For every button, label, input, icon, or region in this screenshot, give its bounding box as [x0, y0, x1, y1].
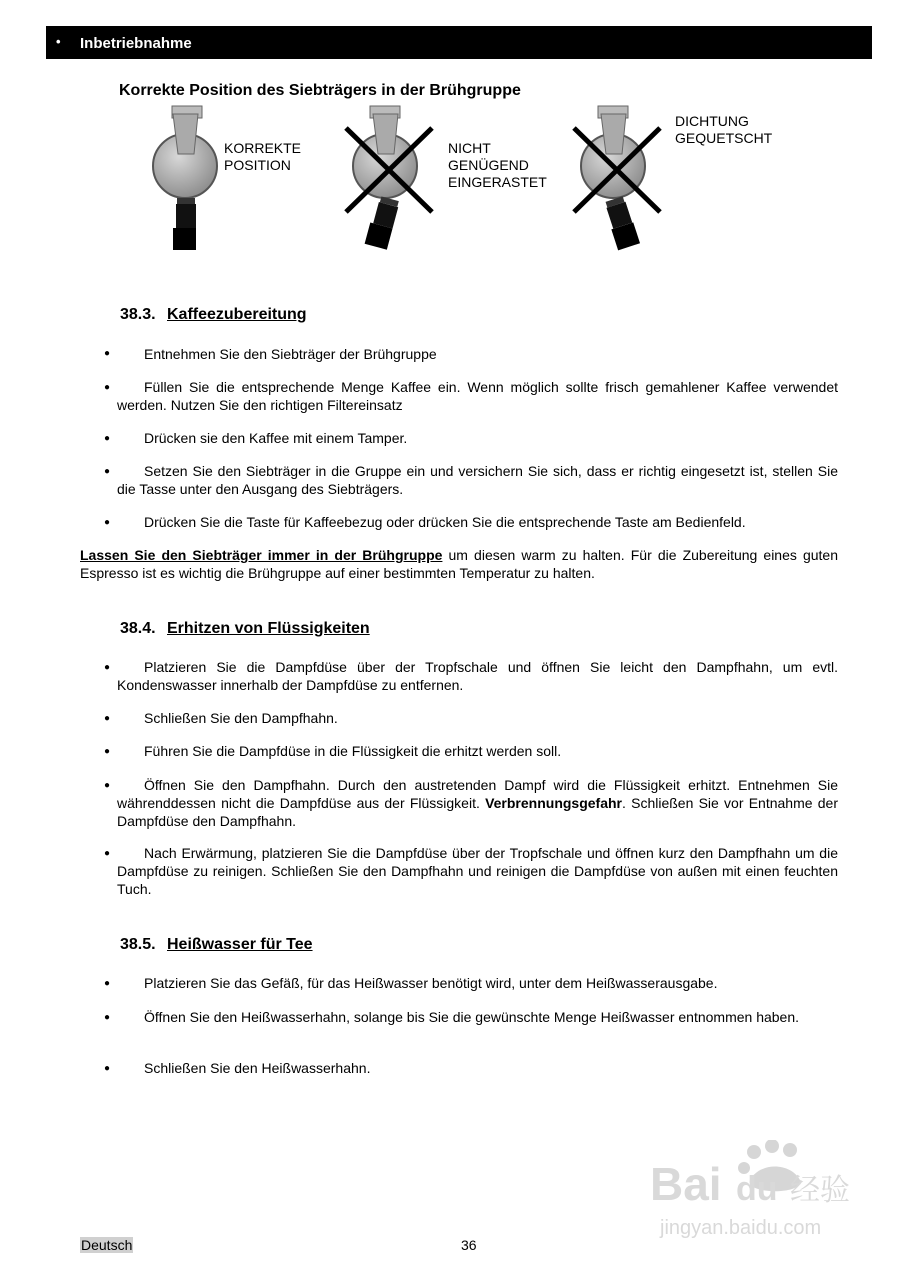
list-item: Führen Sie die Dampfdüse in die Flüssigkeit die erhitzt werden soll. — [144, 743, 562, 759]
section-heading-38-3 — [120, 306, 307, 324]
list-item: Öffnen Sie den Dampfhahn. Durch den austretenden Dampf wird die Flüssigkeit erhitzt. Entnehmen Sie währenddessen nicht die Dampfdüse aus der Flüssigkeit. Verbrennungsgefahr. Schließen Sie vor Entnahme der Dampfdüse den Dampfhahn. — [117, 777, 838, 829]
bullet-icon: ● — [104, 662, 111, 673]
list-item: Schließen Sie den Dampfhahn. — [144, 710, 338, 726]
section-number: 38.3. — [120, 306, 156, 323]
section-title: Heißwasser für Tee — [167, 936, 313, 953]
list-item: Füllen Sie die entsprechende Menge Kaffee ein. Wenn möglich sollte frisch gemahlener Kaffee verwendet werden. Nutzen Sie den richtigen Filtereinsatz — [117, 379, 838, 413]
bullet-icon: ● — [104, 517, 111, 528]
header-title: Inbetriebnahme — [80, 35, 192, 52]
label-not-engaged: NICHT GENÜGEND EINGERASTET — [448, 140, 547, 190]
label-correct-position: KORREKTE POSITION — [224, 140, 302, 173]
watermark-brand-du: du — [736, 1170, 778, 1208]
bullet-icon: ● — [104, 433, 111, 444]
label-seal-crushed: DICHTUNG GEQUETSCHT — [675, 113, 773, 146]
note-text: um diesen warm zu halten. Für die Zubereitung eines guten Espresso ist es wichtig die Brühgruppe auf einer bestimmten Temperatur zu halten. — [80, 547, 839, 581]
watermark-brand: Bai — [650, 1158, 722, 1210]
section-number: 38.5. — [120, 936, 156, 953]
list-item: Drücken Sie die Taste für Kaffeebezug oder drücken Sie die entsprechende Taste am Bedienfeld. — [144, 514, 746, 530]
figure-title: Korrekte Position des Siebträgers in der Brühgruppe — [119, 82, 521, 99]
portafilter-not-engaged-icon — [340, 104, 440, 254]
list-item: Platzieren Sie das Gefäß, für das Heißwasser benötigt wird, unter dem Heißwasserausgabe. — [144, 975, 718, 991]
header-bullet: • — [56, 34, 61, 49]
section-heading-38-4 — [120, 620, 370, 638]
bullet-icon: ● — [104, 780, 111, 791]
list-item: Öffnen Sie den Heißwasserhahn, solange bis Sie die gewünschte Menge Heißwasser entnommen haben. — [144, 1009, 800, 1025]
bullet-icon: ● — [104, 348, 111, 359]
footer-page-number: 36 — [461, 1237, 477, 1253]
watermark-url: jingyan.baidu.com — [660, 1217, 822, 1239]
bullet-icon: ● — [104, 978, 111, 989]
list-item: Platzieren Sie die Dampfdüse über der Tropfschale und öffnen Sie leicht den Dampfhahn, um evtl. Kondenswasser innerhalb der Dampfdüse zu entfernen. — [117, 659, 838, 693]
portafilter-seal-crushed-icon — [570, 104, 670, 259]
section-title: Kaffeezubereitung — [167, 306, 307, 323]
list-item: Entnehmen Sie den Siebträger der Brühgruppe — [144, 346, 437, 362]
note-emphasis: Lassen Sie den Siebträger immer in der Brühgruppe — [80, 547, 443, 563]
bullet-icon: ● — [104, 1012, 111, 1023]
bullet-icon: ● — [104, 382, 111, 393]
bullet-icon: ● — [104, 746, 111, 757]
bullet-icon: ● — [104, 1063, 111, 1074]
bullet-icon: ● — [104, 466, 111, 477]
portafilter-correct-icon — [140, 104, 240, 254]
header-bar — [46, 26, 872, 59]
warning-text: Verbrennungsgefahr — [485, 795, 622, 811]
list-item: Drücken sie den Kaffee mit einem Tamper. — [144, 430, 408, 446]
list-item: Nach Erwärmung, platzieren Sie die Dampfdüse über der Tropfschale und öffnen kurz den Dampfhahn um die Dampfdüse zu reinigen. Schließen Sie den Dampfhahn und reinigen die Dampfdüse von außen mit einen feuchten Tuch. — [117, 845, 838, 897]
section-number: 38.4. — [120, 620, 156, 637]
section-heading-38-5 — [120, 936, 313, 954]
watermark-cn: 经验 — [790, 1173, 850, 1208]
bullet-icon: ● — [104, 848, 111, 859]
note-paragraph — [80, 546, 838, 582]
list-item: Schließen Sie den Heißwasserhahn. — [144, 1060, 371, 1076]
footer-language: Deutsch — [81, 1237, 133, 1253]
bullet-icon: ● — [104, 713, 111, 724]
section-title: Erhitzen von Flüssigkeiten — [167, 620, 370, 637]
baidu-watermark-logo — [650, 1140, 890, 1250]
list-item: Setzen Sie den Siebträger in die Gruppe ein und versichern Sie sich, dass er richtig eingesetzt ist, stellen Sie die Tasse unter den Ausgang des Siebträgers. — [117, 463, 838, 497]
